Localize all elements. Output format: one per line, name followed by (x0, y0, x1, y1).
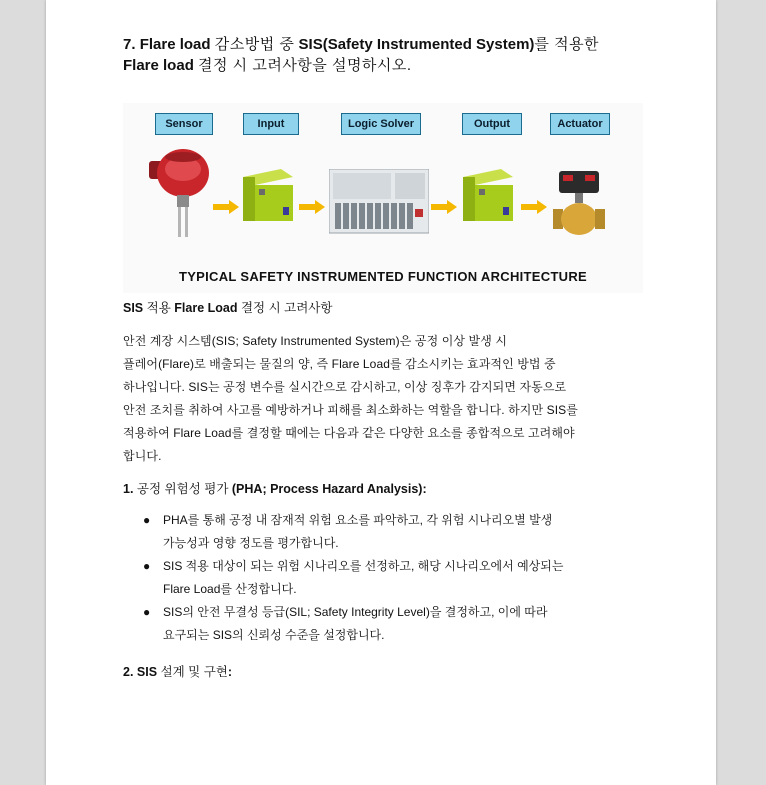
heading-flare-load: Flare load (139, 36, 211, 53)
label-logic-solver: Logic Solver (341, 113, 421, 135)
document-content (123, 34, 643, 684)
section-1-heading (123, 478, 643, 501)
heading-flare-load-2: Flare load (123, 57, 194, 74)
intro-line: 합니다. (123, 449, 162, 463)
section-1-bullet-list (123, 509, 643, 647)
subheading-ko-1: 적용 (146, 301, 171, 315)
bullet-text: SIS의 안전 무결성 등급(SIL; Safety Integrity Level)을 결정하고, 이에 따라 (163, 605, 548, 619)
bullet-icon: ● (143, 513, 151, 527)
subheading-flare-load: Flare Load (174, 301, 238, 315)
list-item (143, 509, 643, 555)
bullet-text: PHA를 통해 공정 내 잠재적 위험 요소를 파악하고, 각 위험 시나리오별 발생 (163, 513, 553, 527)
sif-architecture-figure (123, 103, 643, 293)
input-module-icon (241, 167, 295, 225)
arrow-icon (431, 200, 457, 214)
list-item (143, 555, 643, 601)
question-heading (123, 34, 643, 76)
intro-line: 적용하여 Flare Load를 결정할 때에는 다음과 같은 다양한 요소를 종합적으로 고려해야 (123, 426, 575, 440)
section-2-number: 2. (123, 665, 134, 679)
logic-solver-rack-icon (329, 169, 429, 235)
document-page (46, 0, 716, 785)
bullet-text: 요구되는 SIS의 신뢰성 수준을 설정합니다. (163, 628, 385, 642)
section-1-title-ko: 공정 위험성 평가 (136, 482, 229, 496)
section-2-title-ko: 설계 및 구현 (160, 665, 228, 679)
heading-ko-1: 감소방법 중 (214, 36, 295, 53)
bullet-text: Flare Load를 산정합니다. (163, 582, 297, 596)
label-actuator: Actuator (550, 113, 610, 135)
list-item (143, 601, 643, 647)
intro-line: 안전 계장 시스템(SIS; Safety Instrumented System)은 공정 이상 발생 시 (123, 334, 508, 348)
label-input: Input (243, 113, 299, 135)
label-output: Output (462, 113, 522, 135)
intro-line: 하나입니다. SIS는 공정 변수를 실시간으로 감시하고, 이상 징후가 감지되면 자동으로 (123, 380, 567, 394)
figure-caption: TYPICAL SAFETY INSTRUMENTED FUNCTION ARCHITECTURE (178, 269, 588, 284)
intro-line: 안전 조치를 취하여 사고를 예방하거나 피해를 최소화하는 역할을 합니다. 하지만 SIS를 (123, 403, 578, 417)
heading-number: 7. (123, 36, 136, 53)
subheading-ko-2: 결정 시 고려사항 (240, 301, 333, 315)
heading-ko-2: 를 적용한 (534, 36, 600, 53)
intro-paragraph (123, 330, 643, 468)
section-2-colon: : (227, 665, 233, 679)
bullet-text: SIS 적용 대상이 되는 위험 시나리오를 선정하고, 해당 시나리오에서 예상되는 (163, 559, 564, 573)
label-sensor: Sensor (155, 113, 213, 135)
bullet-icon: ● (143, 605, 151, 619)
section-2-heading (123, 661, 643, 684)
section-2-title-sis: SIS (136, 665, 158, 679)
section-1-number: 1. (123, 482, 134, 496)
arrow-icon (521, 200, 547, 214)
subheading-sis: SIS (123, 301, 144, 315)
heading-ko-3: 결정 시 고려사항을 설명하시오. (198, 57, 412, 74)
subheading (123, 297, 643, 320)
sensor-device-icon (147, 147, 213, 239)
actuator-valve-icon (551, 169, 609, 241)
arrow-icon (213, 200, 239, 214)
output-module-icon (461, 167, 515, 225)
intro-line: 플레어(Flare)로 배출되는 물질의 양, 즉 Flare Load를 감소시키는 효과적인 방법 중 (123, 357, 556, 371)
bullet-text: 가능성과 영향 정도를 평가합니다. (163, 536, 339, 550)
arrow-icon (299, 200, 325, 214)
section-1-title-en: (PHA; Process Hazard Analysis): (231, 482, 427, 496)
heading-sis: SIS(Safety Instrumented System) (298, 36, 535, 53)
bullet-icon: ● (143, 559, 151, 573)
